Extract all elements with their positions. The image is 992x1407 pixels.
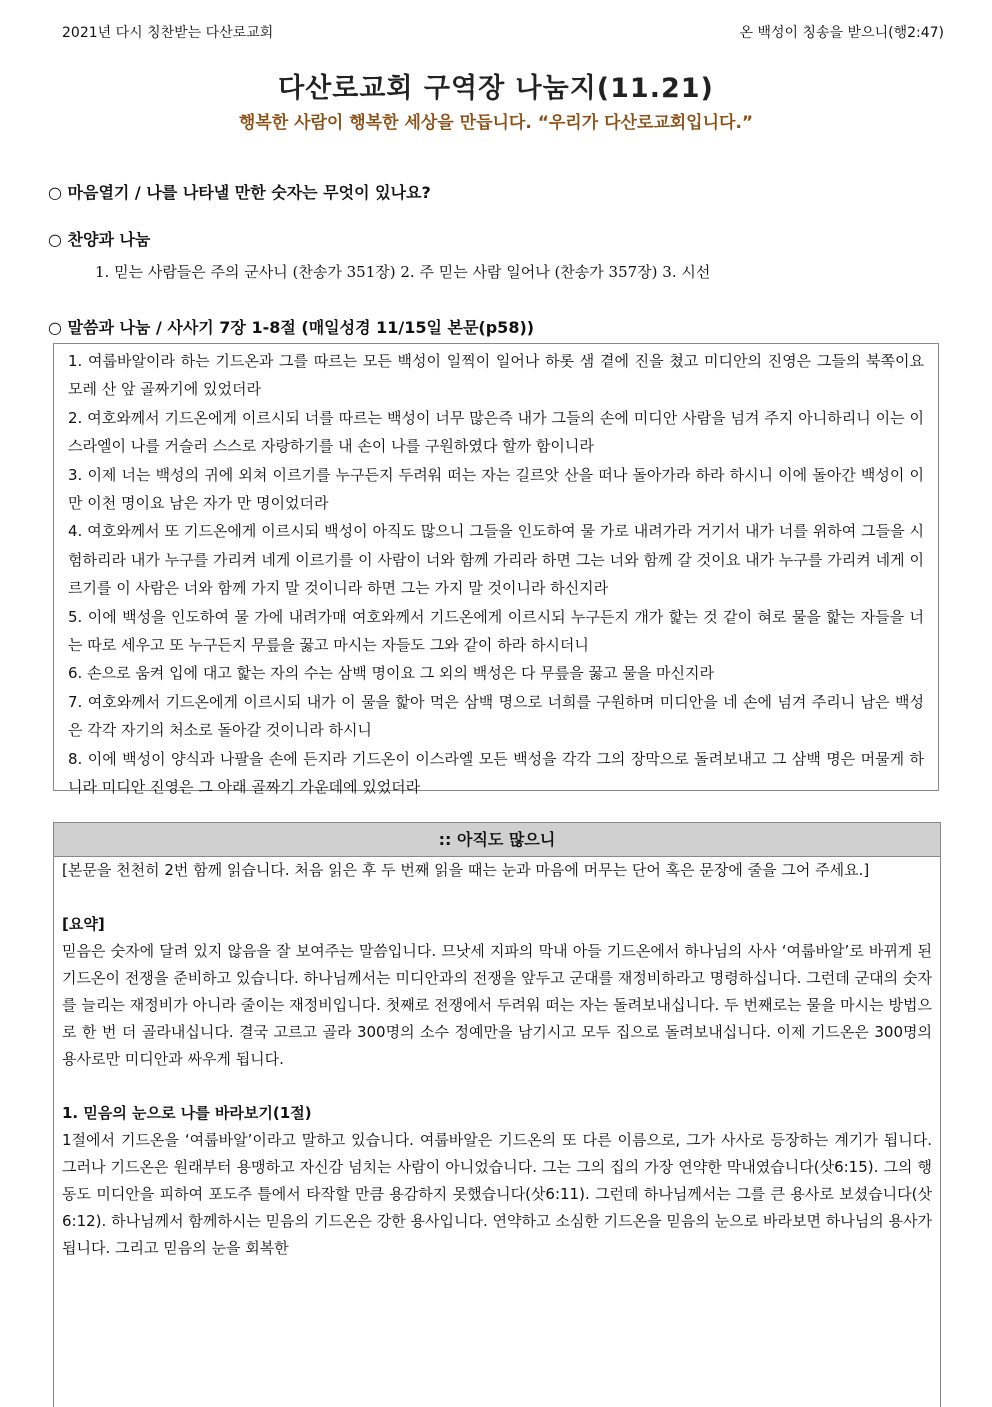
point1-title: 1. 믿음의 눈으로 나를 바라보기(1절) <box>62 1104 312 1122</box>
summary-title: [요약] <box>62 915 105 933</box>
scripture-verse: 7. 여호와께서 기드온에게 이르시되 내가 이 물을 핥아 먹은 삼백 명으로 너희를 구원하며 미디안을 네 손에 넘겨 주리니 남은 백성은 각각 자기의 처소로 돌아갈 것이니라 하시니 <box>68 692 924 740</box>
header-left-text: 2021년 다시 칭찬받는 다산로교회 <box>62 25 274 41</box>
spacer <box>62 1073 932 1100</box>
point1-text: 1절에서 기드온을 ‘여룹바알’이라고 말하고 있습니다. 여룹바알은 기드온의 또 다른 이름으로, 그가 사사로 등장하는 계기가 됩니다. 그러나 기드온은 원래부터 용맹하고 자신감 넘치는 사람이 아니었습니다. 그는 그의 집의 가장 연약한 막내였습니다(삿6:15). 그의 행동도 미디안을 피하여 포도주 틀에서 타작할 만큼 용감하지 못했습니다(삿6:11). 그런데 하나님께서는 그를 큰 용사로 보셨습니다(삿6:12). 하나님께서 함께하시는 믿음의 기드온은 강한 용사입니다. 연약하고 소심한 기드온을 믿음의 눈으로 바라보면 하나님의 용사가 됩니다. 그리고 믿음의 눈을 회복한 <box>62 1131 932 1257</box>
scripture-verse: 1. 여룹바알이라 하는 기드온과 그를 따르는 모든 백성이 일찍이 일어나 하롯 샘 곁에 진을 쳤고 미디안의 진영은 그들의 북쪽이요 모레 산 앞 골짜기에 있었더라 <box>68 352 924 399</box>
section-opening: ○ 마음열기 / 나를 나타낼 만한 숫자는 무엇이 있나요? <box>48 183 431 202</box>
scripture-verse: 6. 손으로 움켜 입에 대고 핥는 자의 수는 삼백 명이요 그 외의 백성은 다 무릎을 꿇고 물을 마신지라 <box>68 664 714 683</box>
hymn-list: 1. 믿는 사람들은 주의 군사니 (찬송가 351장) 2. 주 믿는 사람 일어나 (찬송가 357장) 3. 시선 <box>95 263 711 281</box>
spacer <box>62 884 932 911</box>
section-praise: ○ 찬양과 나눔 <box>48 230 151 249</box>
study-heading: :: 아직도 많으니 <box>54 823 940 857</box>
scripture-verse: 4. 여호와께서 또 기드온에게 이르시되 백성이 아직도 많으니 그들을 인도하여 물 가로 내려가라 거기서 내가 너를 위하여 그들을 시험하리라 내가 누구를 가리켜 네게 이르기를 이 사람이 너와 함께 가리라 하면 그는 너와 함께 갈 것이요 내가 누구를 가리켜 네게 이르기를 이 사람은 너와 함께 가지 말 것이니라 하면 그는 가지 말 것이니라 하신지라 <box>68 522 924 598</box>
section-word: ○ 말씀과 나눔 / 사사기 7장 1-8절 (매일성경 11/15일 본문(p58)) <box>48 318 535 337</box>
scripture-verse: 2. 여호와께서 기드온에게 이르시되 너를 따르는 백성이 너무 많은즉 내가 그들의 손에 미디안 사람을 넘겨 주지 아니하리니 이는 이스라엘이 나를 거슬러 스스로 자랑하기를 내 손이 나를 구원하였다 할까 함이니라 <box>68 408 924 456</box>
scripture-verse: 3. 이제 너는 백성의 귀에 외쳐 이르기를 누구든지 두려워 떠는 자는 길르앗 산을 떠나 돌아가라 하라 하시니 이에 돌아간 백성이 이만 이천 명이요 남은 자가 만 명이었더라 <box>68 465 924 513</box>
study-instruction: [본문을 천천히 2번 함께 읽습니다. 처음 읽은 후 두 번째 읽을 때는 눈과 마음에 머무는 단어 혹은 문장에 줄을 그어 주세요.] <box>62 861 870 879</box>
summary-text: 믿음은 숫자에 달려 있지 않음을 잘 보여주는 말씀입니다. 므낫세 지파의 막내 아들 기드온에서 하나님의 사사 ‘여룹바알’로 바뀌게 된 기드온이 전쟁을 준비하고 있습니다. 하나님께서는 미디안과의 전쟁을 앞두고 군대를 재정비하라고 명령하십니다. 그런데 군대의 숫자를 늘리는 재정비가 아니라 줄이는 재정비입니다. 첫째로 전쟁에서 두려워 떠는 자는 돌려보내십니다. 두 번째로는 물을 마시는 방법으로 한 번 더 골라내십니다. 결국 고르고 골라 300명의 소수 정예만을 남기시고 모두 집으로 돌려보내십니다. 이제 기드온은 300명의 용사로만 미디안과 싸우게 됩니다. <box>62 942 932 1068</box>
slogan: 행복한 사람이 행복한 세상을 만듭니다. “우리가 다산로교회입니다.” <box>238 113 754 133</box>
page-title: 다산로교회 구역장 나눔지(11.21) <box>278 73 714 104</box>
scripture-box <box>53 343 939 797</box>
header-right-text: 온 백성이 칭송을 받으니(행2:47) <box>739 25 944 41</box>
study-body <box>54 857 940 1262</box>
scripture-verse: 5. 이에 백성을 인도하여 물 가에 내려가매 여호와께서 기드온에게 이르시되 누구든지 개가 핥는 것 같이 혀로 물을 핥는 자들을 너는 따로 세우고 또 누구든지 무릎을 꿇고 마시는 자들도 그와 같이 하라 하시더니 <box>68 607 924 655</box>
study-box <box>53 822 941 1407</box>
scripture-verse: 8. 이에 백성이 양식과 나팔을 손에 든지라 기드온이 이스라엘 모든 백성을 각각 그의 장막으로 돌려보내고 그 삼백 명은 머물게 하니라 미디안 진영은 그 아래 골짜기 가운데에 있었더라 <box>68 749 924 797</box>
